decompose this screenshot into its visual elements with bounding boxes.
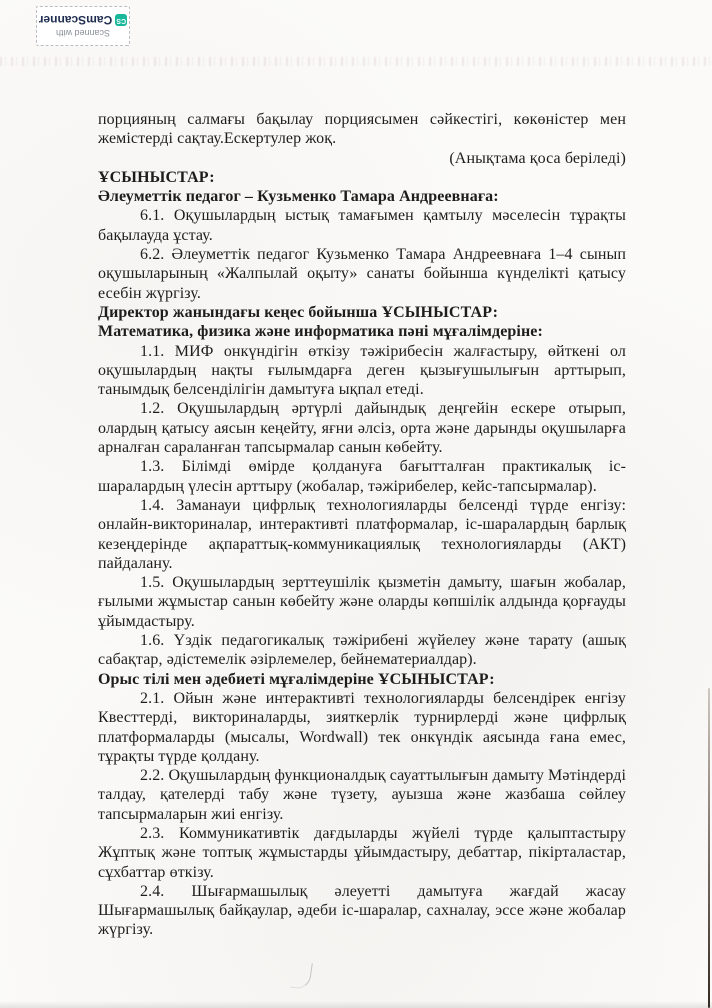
camscanner-brand-label: CamScanner bbox=[38, 13, 113, 28]
paragraph-2-3: 2.3. Коммуникативтік дағдыларды жүйелі түрде қалыптастыру Жұптық және топтық жұмыстарды ұйымдастыру, дебаттар, пікірталастар, сұхбаттар өткізу. bbox=[98, 824, 626, 881]
camscanner-icon: CS bbox=[115, 15, 127, 27]
camscanner-badge bbox=[36, 6, 130, 46]
paragraph-2-1: 2.1. Ойын және интерактивті технологияларды белсендірек енгізу Квесттерді, викториналарды, зияткерлік турнирлерді және цифрлық платформаларды (мысалы, Wordwall) тек онкүндік аясында ғана емес, тұрақты түрде қолдану. bbox=[98, 689, 626, 765]
paragraph-2-4: 2.4. Шығармашылық әлеуетті дамытуға жағдай жасау Шығармашылық байқаулар, әдеби іс-шаралар, сахналау, эссе және жобалар жүргізу. bbox=[98, 882, 626, 939]
paragraph-1-5: 1.5. Оқушылардың зерттеушілік қызметін дамыту, шағын жобалар, ғылыми жұмыстар санын көбейту және оларды көпшілік алдында қорғауды ұйымдастыру. bbox=[98, 574, 626, 630]
section-heading-recommendations: ҰСЫНЫСТАР: bbox=[98, 168, 215, 186]
camscanner-brand-row bbox=[39, 15, 127, 27]
scan-noise-band bbox=[0, 57, 712, 66]
paragraph-1-1: 1.1. МИФ онкүндігін өткізу тәжірибесін жалғастыру, өйткені ол оқушылардың нақты ғылымдарға деген қызығушылығын арттырып, танымдық белсенділігін дамытуға ықпал етеді. bbox=[98, 342, 626, 399]
annotation-note: (Анықтама қоса беріледі) bbox=[449, 149, 626, 167]
scan-edge-artifact bbox=[708, 688, 710, 1008]
paragraph-continuation: порцияның салмағы бақылау порциясымен сәйкестігі, көкөністер мен жемістерді сақтау.Ескертулер жоқ. bbox=[98, 111, 626, 148]
pen-mark bbox=[290, 961, 313, 990]
paragraph-6-2: 6.2. Әлеуметтік педагог Кузьменко Тамара Андреевнаға 1–4 сынып оқушыларының «Жалпылай оқыту» санаты бойынша күнделікті қатысу есебін жүргізу. bbox=[98, 246, 626, 302]
paragraph-1-6: 1.6. Үздік педагогикалық тәжірибені жүйелеу және тарату (ашық сабақтар, әдістемелік әзірлемелер, бейнематериалдар). bbox=[98, 632, 626, 669]
scan-bottom-shading bbox=[0, 1001, 712, 1008]
camscanner-prefix-label: Scanned with bbox=[55, 28, 111, 39]
heading-social-pedagog: Әлеуметтік педагог – Кузьменко Тамара Андреевнаға: bbox=[98, 188, 499, 206]
paragraph-2-2: 2.2. Оқушылардың функционалдық сауаттылығын дамыту Мәтіндерді талдау, қателерді табу және түзету, ауызша және жазбаша сөйлеу тапсырмаларын жиі енгізу. bbox=[98, 767, 626, 823]
heading-director-council: Директор жанындағы кеңес бойынша ҰСЫНЫСТАР: bbox=[98, 303, 499, 321]
paragraph-6-1: 6.1. Оқушылардың ыстық тамағымен қамтылу мәселесін тұрақты бақылауда ұстау. bbox=[98, 207, 626, 244]
heading-math-physics-informatics: Математика, физика және информатика пәні мұғалімдеріне: bbox=[98, 323, 543, 341]
paragraph-1-2: 1.2. Оқушылардың әртүрлі дайындық деңгейін ескере отырып, олардың қатысу аясын кеңейту, яғни әлсіз, орта және дарынды оқушыларға арналған сараланған тапсырмалар санын көбейту. bbox=[98, 400, 626, 457]
document-text-column bbox=[98, 110, 626, 940]
heading-russian-language: Орыс тілі мен әдебиеті мұғалімдеріне ҰСЫНЫСТАР: bbox=[98, 670, 495, 688]
paragraph-1-3: 1.3. Білімді өмірде қолдануға бағытталған практикалық іс-шаралардың үлесін арттыру (жобалар, тәжірибелер, кейс-тапсырмалар). bbox=[98, 458, 626, 495]
paragraph-1-4: 1.4. Заманауи цифрлық технологияларды белсенді түрде енгізу: онлайн-викториналар, интерактивті платформалар, іс-шаралардың барлық кезеңдерінде ақпараттық-коммуникациялық технологияларды (АКТ) пайдалану. bbox=[98, 496, 626, 572]
